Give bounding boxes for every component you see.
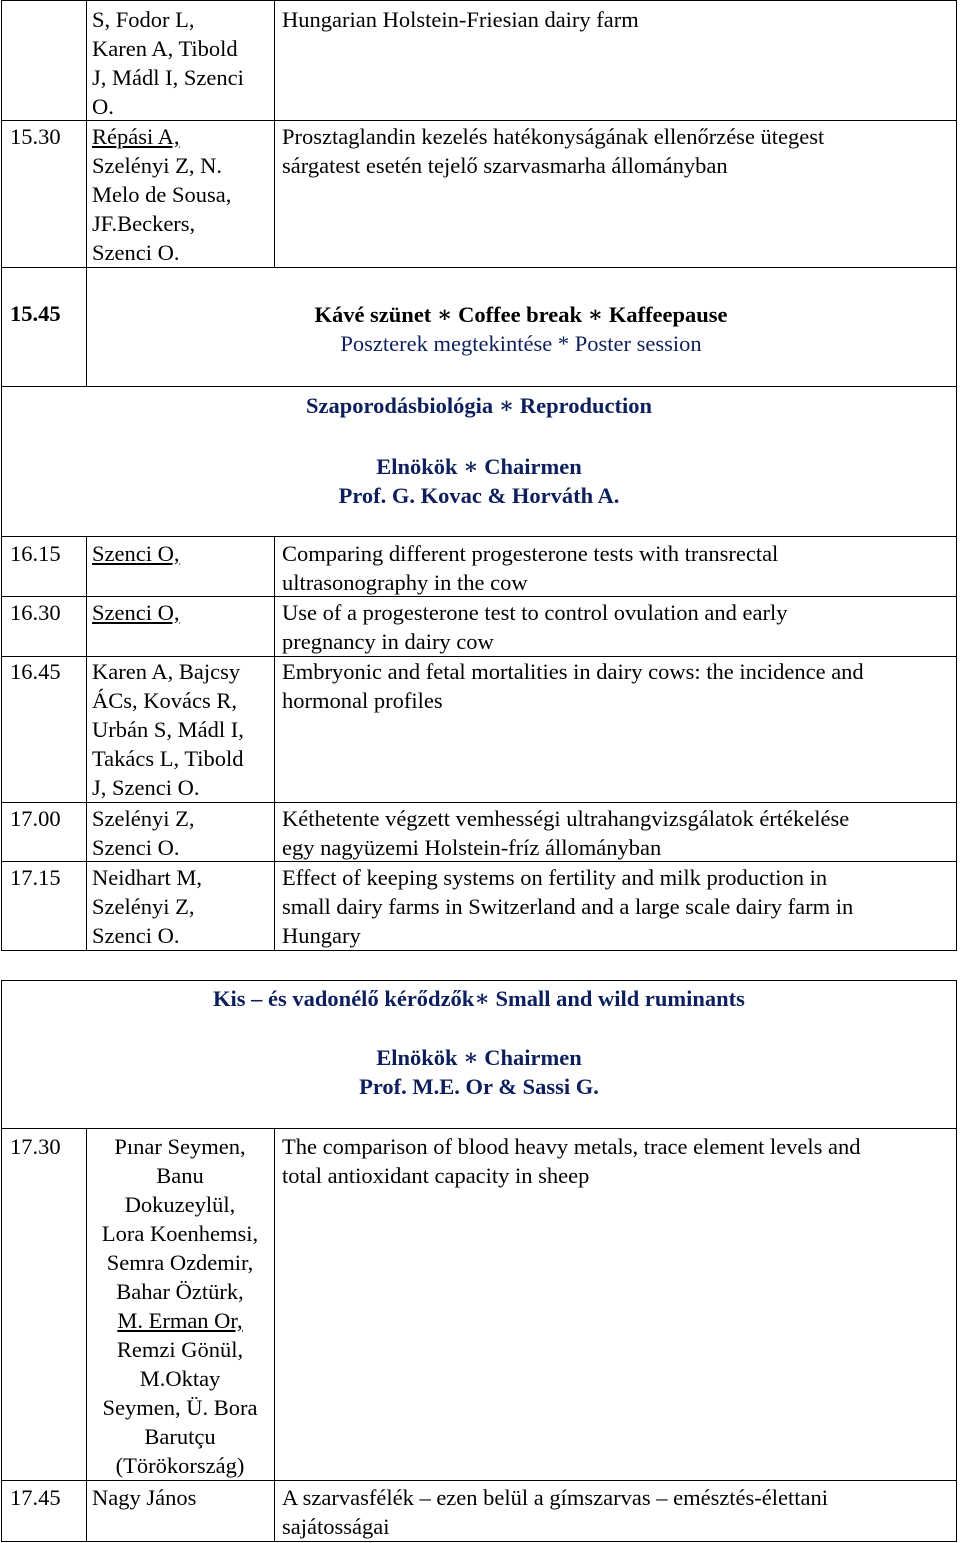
row-divider bbox=[2, 267, 956, 268]
chairmen-label: Elnökök ∗ Chairmen bbox=[376, 454, 582, 479]
top-table bbox=[1, 0, 957, 387]
row-divider bbox=[2, 802, 956, 803]
session-title: Effect of keeping systems on fertility and milk production in small dairy farms in Switzerland and a large scale dairy farm in Hungary bbox=[282, 865, 854, 948]
section-title: Szaporodásbiológia ∗ Reproduction bbox=[305, 393, 653, 418]
session-time: 17.45 bbox=[10, 1485, 61, 1510]
session-title: Comparing different progesterone tests with transrectal ultrasonography in the cow bbox=[282, 541, 779, 595]
session-time: 16.15 bbox=[10, 541, 61, 566]
session-title: Kéthetente végzett vemhességi ultrahangvizsgálatok értékelése egy nagyüzemi Holstein-fríz állományban bbox=[282, 806, 850, 860]
session-authors: Nagy János bbox=[92, 1485, 197, 1510]
chairmen-names: Prof. G. Kovac & Horváth A. bbox=[338, 483, 620, 508]
ruminants-section bbox=[1, 980, 957, 1542]
row-divider bbox=[2, 861, 956, 862]
session-time: 17.00 bbox=[10, 806, 61, 831]
session-time: 16.30 bbox=[10, 600, 61, 625]
column-divider bbox=[86, 536, 87, 950]
session-title: Prosztaglandin kezelés hatékonyságának ellenőrzése ütegest sárgatest esetén tejelő szarvasmarha állományban bbox=[282, 124, 825, 178]
session-authors: S, Fodor L, Karen A, Tibold J, Mádl I, Szenci O. bbox=[92, 7, 244, 119]
session-title: A szarvasfélék – ezen belül a gímszarvas – emésztés-élettani sajátosságai bbox=[282, 1485, 829, 1539]
poster-session-label: Poszterek megtekintése * Poster session bbox=[340, 331, 702, 356]
session-authors: Szenci O, bbox=[92, 541, 180, 566]
column-divider bbox=[274, 1, 275, 267]
session-authors: Szenci O, bbox=[92, 600, 180, 625]
row-divider bbox=[2, 1480, 956, 1481]
row-divider bbox=[2, 1128, 956, 1129]
row-divider bbox=[2, 596, 956, 597]
reproduction-section bbox=[1, 386, 957, 951]
session-authors: Répási A, Szelényi Z, N. Melo de Sousa, JF.Beckers, Szenci O. bbox=[92, 124, 232, 265]
session-time: 16.45 bbox=[10, 659, 61, 684]
column-divider bbox=[86, 1, 87, 267]
session-authors: Szelényi Z, Szenci O. bbox=[92, 806, 195, 860]
session-title: Use of a progesterone test to control ovulation and early pregnancy in dairy cow bbox=[282, 600, 788, 654]
column-divider bbox=[274, 536, 275, 950]
chairmen-label: Elnökök ∗ Chairmen bbox=[376, 1045, 582, 1070]
session-title: Embryonic and fetal mortalities in dairy cows: the incidence and hormonal profiles bbox=[282, 659, 864, 713]
section-title: Kis – és vadonélő kérődzők∗ Small and wild ruminants bbox=[213, 986, 745, 1011]
coffee-break-label: Kávé szünet ∗ Coffee break ∗ Kaffeepause bbox=[314, 302, 728, 327]
session-authors: Karen A, Bajcsy ÁCs, Kovács R, Urbán S, Mádl I, Takács L, Tibold J, Szenci O. bbox=[92, 659, 244, 800]
session-time: 15.30 bbox=[10, 124, 61, 149]
session-time: 17.15 bbox=[10, 865, 61, 890]
session-authors: Pınar Seymen, Banu Dokuzeylül, Lora Koenhemsi, Semra Ozdemir, Bahar Öztürk, M. Erman Or, Remzi Gönül, M.Oktay Seymen, Ü. Bora Barutçu (Törökország) bbox=[101, 1134, 259, 1478]
coffee-break-time: 15.45 bbox=[10, 301, 61, 326]
session-title: Hungarian Holstein-Friesian dairy farm bbox=[282, 7, 639, 32]
session-time: 17.30 bbox=[10, 1134, 61, 1159]
session-title: The comparison of blood heavy metals, trace element levels and total antioxidant capacity in sheep bbox=[282, 1134, 861, 1188]
row-divider bbox=[2, 120, 956, 121]
chairmen-names: Prof. M.E. Or & Sassi G. bbox=[359, 1074, 599, 1099]
row-divider bbox=[2, 536, 956, 537]
session-authors: Neidhart M, Szelényi Z, Szenci O. bbox=[92, 865, 202, 948]
